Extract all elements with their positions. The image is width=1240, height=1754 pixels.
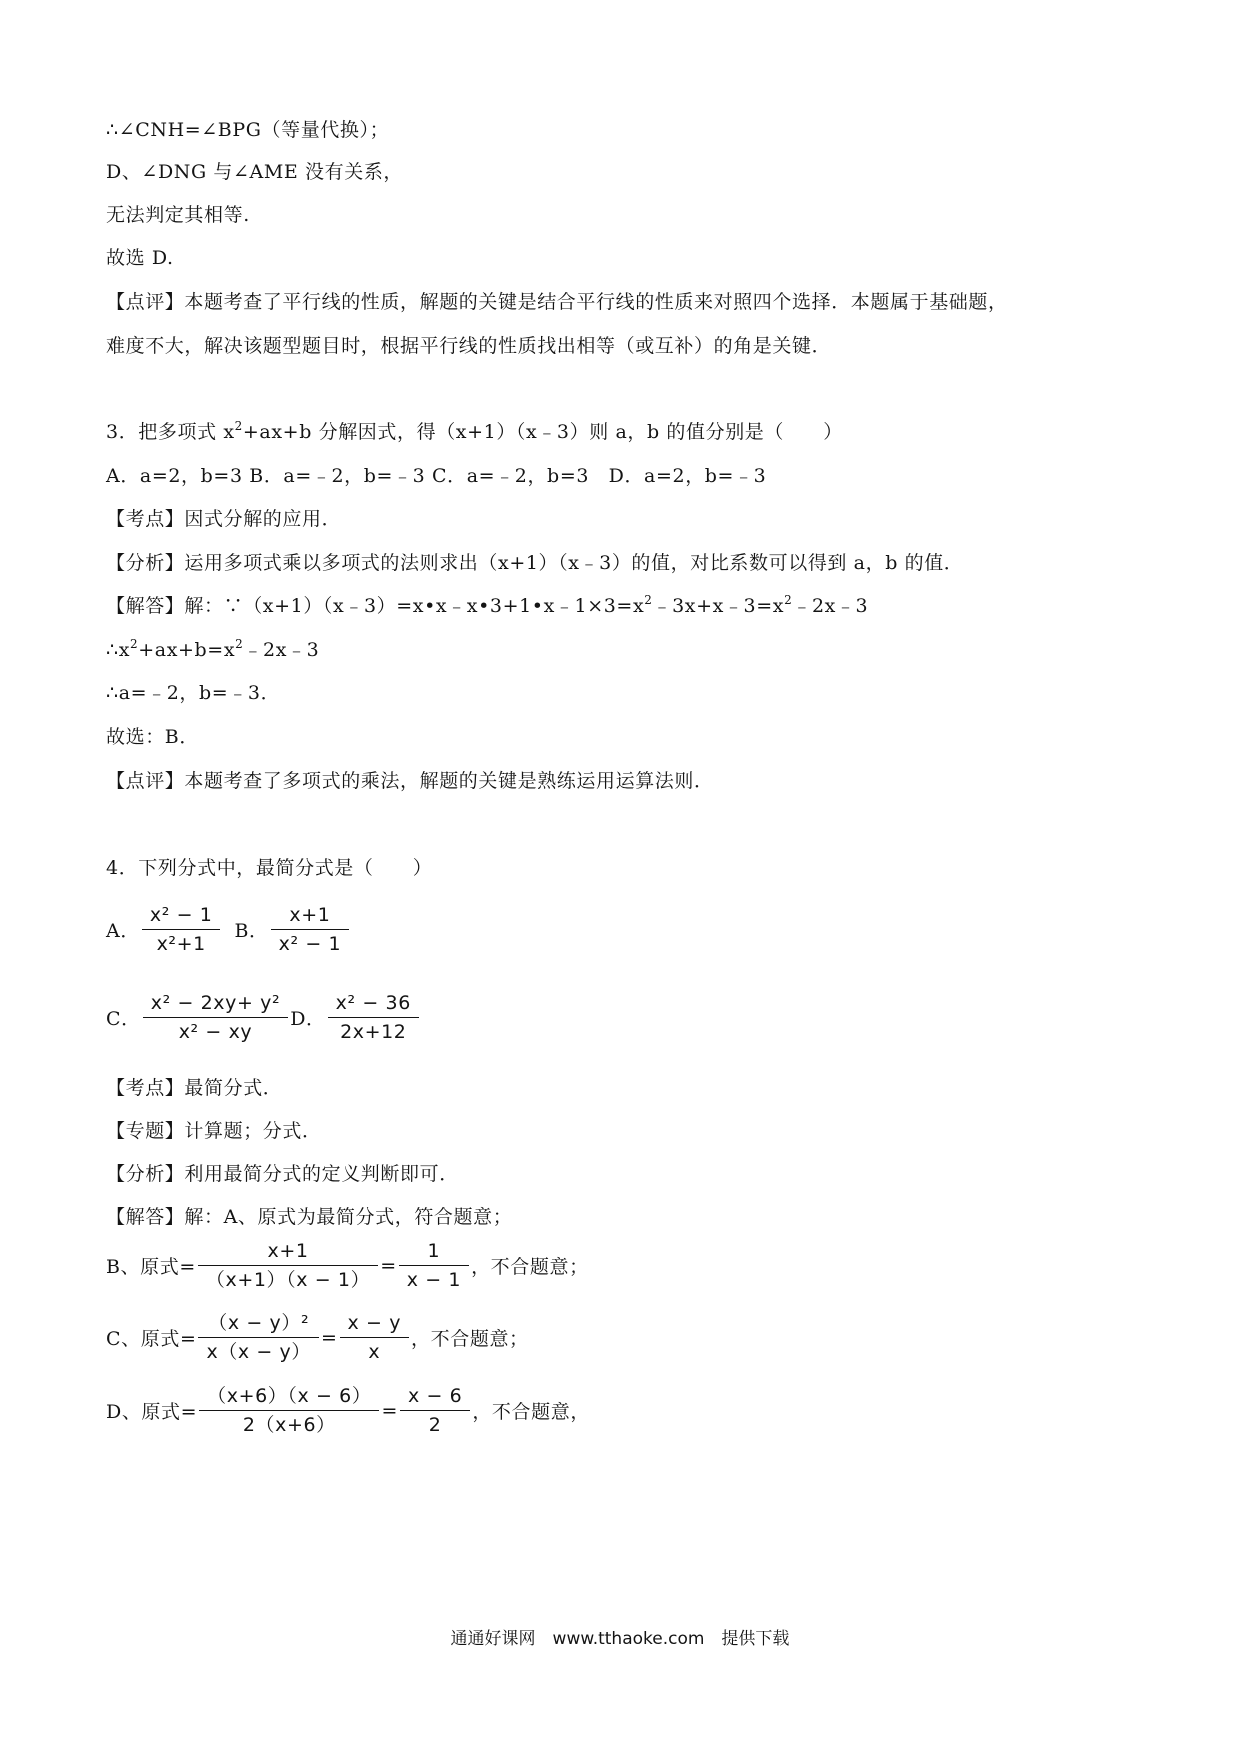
text-line: 无法判定其相等. <box>106 204 250 226</box>
solution-c: C、原式= $\frac{\text{（x − y）²}}{x(x - y)}$ = $\frac{x - y}{x}$ ，不合题意； <box>106 1312 529 1363</box>
option-row-cd <box>106 992 421 1043</box>
analysis: 【分析】利用最简分式的定义判断即可． <box>106 1163 459 1185</box>
answer-line: 故选：B． <box>106 726 199 748</box>
option-a-label: A． <box>106 920 140 942</box>
solution-b-fraction-1: $\frac{x+1}{(x+1)(x - 1)}$ <box>198 1240 378 1291</box>
option-c-label: C． <box>106 1008 141 1030</box>
text-line: ∴∠CNH=∠BPG（等量代换）； <box>106 119 390 141</box>
comment-line: 难度不大，解决该题型题目时，根据平行线的性质找出相等（或互补）的角是关键． <box>106 335 832 357</box>
analysis: 【分析】运用多项式乘以多项式的法则求出（x+1）（x﹣3）的值，对比系数可以得到 a，b 的值． <box>106 552 964 574</box>
comment-line: 【点评】本题考查了多项式的乘法，解题的关键是熟练运用运算法则． <box>106 770 714 792</box>
option-a-fraction: $\frac{\text{x² − 1}}{\text{x²+1}}$ <box>142 904 221 955</box>
option-d-label: D． <box>290 1008 326 1030</box>
option-d-fraction: $\frac{\text{x² − 36}}{2x+12}$ <box>328 992 419 1043</box>
option-row-ab <box>106 904 351 955</box>
topic: 【专题】计算题；分式． <box>106 1120 322 1142</box>
solution-d-fraction-2: $\frac{x - 6}{2}$ <box>400 1385 470 1436</box>
option-b-fraction: $\frac{x+1}{\text{x² − 1}}$ <box>271 904 350 955</box>
question-3-options: A．a=2，b=3 B．a=﹣2，b=﹣3 C．a=﹣2，b=3 D．a=2，b=﹣3 <box>106 465 767 487</box>
solution-d: D、原式= $\frac{(x+6)(x - 6)}{2(x+6)}$ = $\frac{x - 6}{2}$ ，不合题意， <box>106 1385 590 1436</box>
solution-line: ∴a=﹣2，b=﹣3． <box>106 682 281 704</box>
page-footer: 通通好课网 www.tthaoke.com 提供下载 <box>450 1629 790 1649</box>
solution-b: B、原式= $\frac{x+1}{(x+1)(x - 1)}$ = $\frac{1}{x - 1}$ ，不合题意； <box>106 1240 589 1291</box>
solution-d-fraction-1: $\frac{(x+6)(x - 6)}{2(x+6)}$ <box>199 1385 379 1436</box>
solution-b-fraction-2: $\frac{1}{x - 1}$ <box>399 1240 469 1291</box>
text-line: 故选 D. <box>106 247 174 269</box>
option-c-fraction: $\frac{\text{x² − 2xy+ y²}}{\text{x² − xy}}$ <box>143 992 288 1043</box>
solution-c-fraction-1: $\frac{\text{（x − y）²}}{x(x - y)}$ <box>198 1312 319 1363</box>
solution-c-fraction-2: $\frac{x - y}{x}$ <box>340 1312 410 1363</box>
solution-line: $\therefore x^2+ax+b=x^2﹣2x﹣3$ <box>106 637 320 661</box>
knowledge-point: 【考点】因式分解的应用． <box>106 508 342 530</box>
question-4-stem: 4．下列分式中，最简分式是（ ） <box>106 857 433 879</box>
question-3-stem: 3．把多项式 $x^2+ax+b$ 分解因式，得（x+1）（x﹣3）则 a，b 的值分别是（ ） <box>106 419 843 443</box>
solution-line: 【解答】解：$\because(x+1)(x﹣3)=x•x﹣x•3+1•x﹣1\times 3=x^2﹣3x+x﹣3=x^2﹣2x﹣3$ <box>106 593 869 617</box>
option-b-label: B． <box>234 920 269 942</box>
solution-line: 【解答】解：A、原式为最简分式，符合题意； <box>106 1206 513 1228</box>
text-line: D、∠DNG 与∠AME 没有关系， <box>106 161 404 183</box>
comment-line: 【点评】本题考查了平行线的性质，解题的关键是结合平行线的性质来对照四个选择．本题属于基础题， <box>106 291 1008 313</box>
knowledge-point: 【考点】最简分式． <box>106 1077 283 1099</box>
